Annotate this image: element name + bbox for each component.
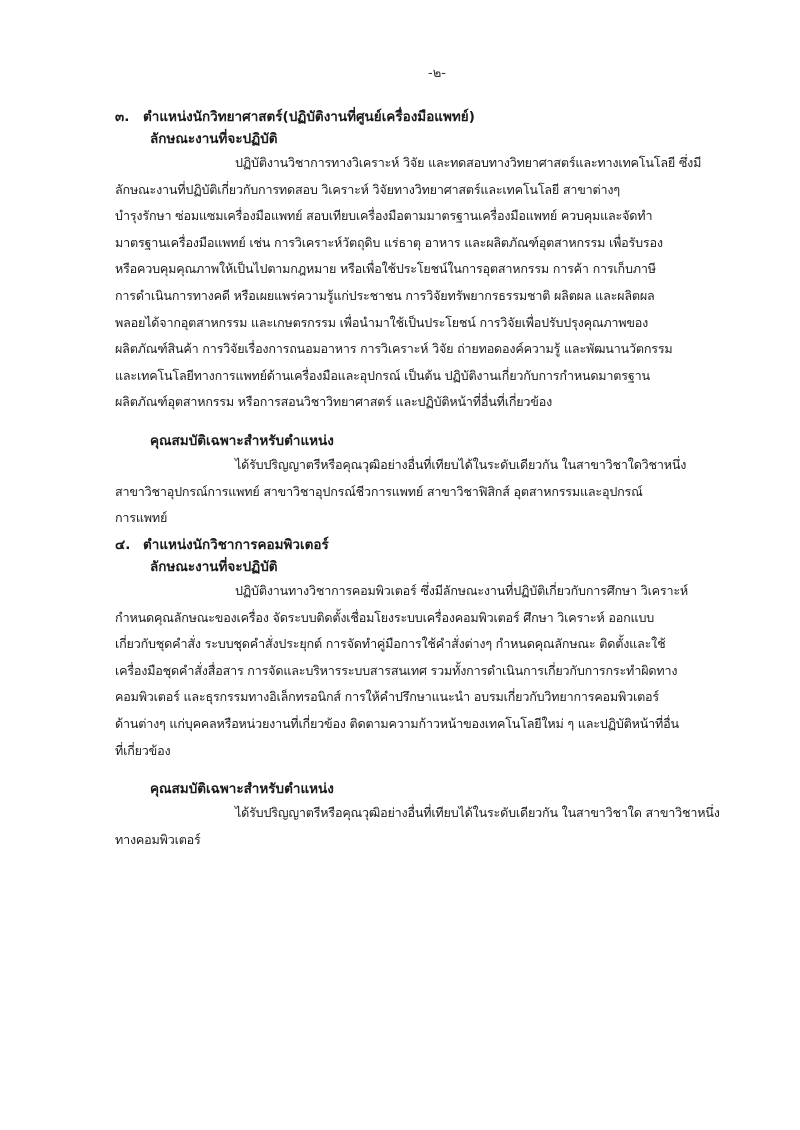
section-computer-scientist [115, 534, 770, 853]
section-number: ๓. [115, 109, 130, 125]
text-line: ด้านต่างๆ แก่บุคคลหรือหน่วยงานที่เกี่ยวข้อง ติดตามความก้าวหน้าของเทคโนโลยีใหม่ ๆ และปฏิบัติหน้าที่อื่น [115, 715, 679, 731]
text-line: ผลิตภัณฑ์อุตสาหกรรม หรือการสอนวิชาวิทยาศาสตร์ และปฏิบัติหน้าที่อื่นที่เกี่ยวข้อง [115, 394, 553, 410]
section-title-text: ตำแหน่งนักวิทยาศาสตร์(ปฏิบัติงานที่ศูนย์เครื่องมือแพทย์) [143, 109, 475, 125]
text-line: ปฏิบัติงานวิชาการทางวิเคราะห์ วิจัย และทดสอบทางวิทยาศาสตร์และทางเทคโนโลยี ซึ่งมี [235, 155, 702, 170]
text-line: ลักษณะงานที่ปฏิบัติเกี่ยวกับการทดสอบ วิเคราะห์ วิจัยทางวิทยาศาสตร์และเทคโนโลยี สาขาต่างๆ [115, 181, 620, 197]
duties-paragraph [115, 578, 770, 764]
page-number: -๒- [428, 66, 446, 81]
section-title-text: ตำแหน่งนักวิชาการคอมพิวเตอร์ [143, 537, 329, 553]
duties-paragraph [115, 150, 770, 416]
qualifications-heading: คุณสมบัติเฉพาะสำหรับตำแหน่ง [150, 432, 334, 449]
qualifications-heading: คุณสมบัติเฉพาะสำหรับตำแหน่ง [150, 781, 334, 798]
text-line: บำรุงรักษา ซ่อมแซมเครื่องมือแพทย์ สอบเทียบเครื่องมือตามมาตรฐานเครื่องมือแพทย์ ควบคุมและจัดทำ [115, 208, 653, 224]
section-scientist [115, 106, 770, 532]
text-line: เครื่องมือชุดคำสั่งสื่อสาร การจัดและบริหารระบบสารสนเทศ รวมทั้งการดำเนินการเกี่ยวกับการกระทำผิดทาง [115, 662, 678, 678]
text-line: กำหนดคุณลักษณะของเครื่อง จัดระบบติดตั้งเชื่อมโยงระบบเครื่องคอมพิวเตอร์ ศึกษา วิเคราะห์ ออกแบบ [115, 609, 655, 625]
text-line: และเทคโนโลยีทางการแพทย์ด้านเครื่องมือและอุปกรณ์ เป็นต้น ปฏิบัติงานเกี่ยวกับการกำหนดมาตรฐาน [115, 367, 650, 383]
text-line: ปฏิบัติงานทางวิชาการคอมพิวเตอร์ ซึ่งมีลักษณะงานที่ปฏิบัติเกี่ยวกับการศึกษา วิเคราะห์ [235, 583, 689, 598]
text-line: หรือควบคุมคุณภาพให้เป็นไปตามกฎหมาย หรือเพื่อใช้ประโยชน์ในการอุตสาหกรรม การค้า การเก็บภาษี [115, 261, 656, 277]
qualifications-paragraph [115, 800, 770, 853]
text-line: เกี่ยวกับชุดคำสั่ง ระบบชุดคำสั่งประยุกต์ การจัดทำคู่มือการใช้คำสั่งต่างๆ กำหนดคุณลักษณะ ติดตั้งและใช้ [115, 636, 666, 652]
section-title [115, 106, 770, 128]
duties-heading: ลักษณะงานที่จะปฏิบัติ [150, 131, 278, 147]
text-line: ได้รับปริญญาตรีหรือคุณวุฒิอย่างอื่นที่เทียบได้ในระดับเดียวกัน ในสาขาวิชาใดวิชาหนึ่ง [235, 456, 687, 472]
text-line: ทางคอมพิวเตอร์ [115, 831, 201, 847]
duties-heading: ลักษณะงานที่จะปฏิบัติ [150, 559, 278, 575]
text-line: การแพทย์ [115, 510, 168, 526]
text-line: ที่เกี่ยวข้อง [115, 742, 171, 758]
text-line: การดำเนินการทางคดี หรือเผยแพร่ความรู้แก่ประชาชน การวิจัยทรัพยากรธรรมชาติ ผลิตผล และผลิตผล [115, 287, 655, 303]
text-line: สาขาวิชาอุปกรณ์การแพทย์ สาขาวิชาอุปกรณ์ชีวการแพทย์ สาขาวิชาฟิสิกส์ อุตสาหกรรมและอุปกรณ์ [115, 483, 643, 499]
text-line: มาตรฐานเครื่องมือแพทย์ เช่น การวิเคราะห์วัตถุดิบ แร่ธาตุ อาหาร และผลิตภัณฑ์อุตสาหกรรม เพื่อรับรอง [115, 234, 663, 250]
text-line: พลอยได้จากอุตสาหกรรม และเกษตรกรรม เพื่อนำมาใช้เป็นประโยชน์ การวิจัยเพื่อปรับปรุงคุณภาพของ [115, 314, 649, 330]
section-number: ๔. [115, 537, 131, 553]
text-line: คอมพิวเตอร์ และธุรกรรมทางอิเล็กทรอนิกส์ การให้คำปรึกษาแนะนำ อบรมเกี่ยวกับวิทยาการคอมพิวเตอร์ [115, 689, 659, 705]
qualifications-paragraph [115, 452, 770, 532]
text-line: ได้รับปริญญาตรีหรือคุณวุฒิอย่างอื่นที่เทียบได้ในระดับเดียวกัน ในสาขาวิชาใด สาขาวิชาหนึ่ง [235, 805, 720, 821]
text-line: ผลิตภัณฑ์สินค้า การวิจัยเรื่องการถนอมอาหาร การวิเคราะห์ วิจัย ถ่ายทอดองค์ความรู้ และพัฒนานวัตกรรม [115, 341, 673, 357]
section-title [115, 534, 770, 556]
